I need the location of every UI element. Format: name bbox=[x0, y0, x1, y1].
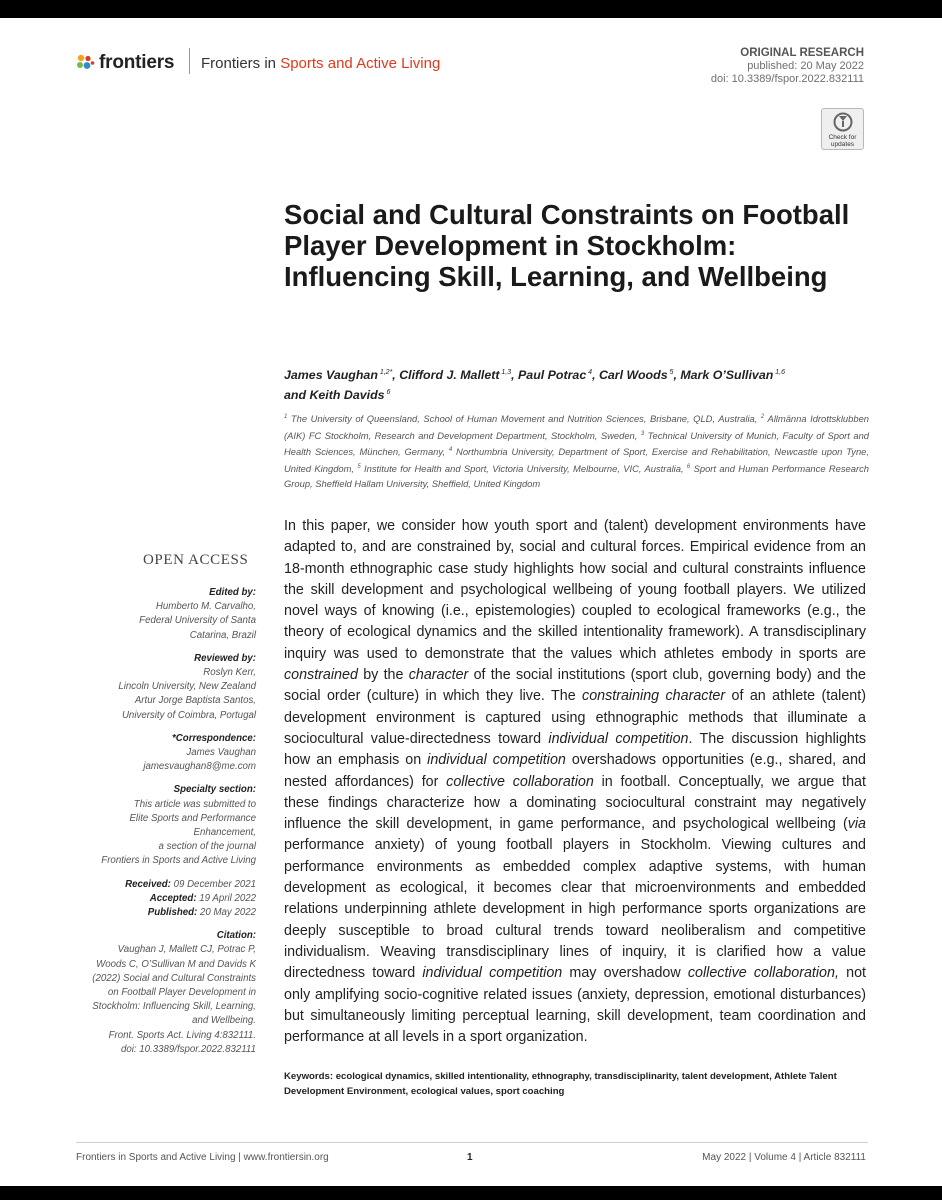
sidebar-line: University of Coimbra, Portugal bbox=[121, 709, 256, 721]
keywords: Keywords: ecological dynamics, skilled intentionality, ethnography, transdisciplinarity, talent development, Athlete Talent Development Environment, ecological values, sport coaching bbox=[284, 1071, 837, 1097]
article-title: Social and Cultural Constraints on Football Player Development in Stockholm: Influencing Skill, Learning, and Wellbeing bbox=[284, 199, 850, 292]
check-updates-line1: Check for bbox=[828, 134, 857, 141]
check-updates-label bbox=[822, 134, 863, 148]
reviewed-by-list bbox=[56, 666, 256, 723]
sidebar-line: This article was submitted to bbox=[133, 798, 256, 810]
article-doi: doi: 10.3389/fspor.2022.832111 bbox=[710, 73, 864, 85]
author-name[interactable]: Mark O’Sullivan bbox=[680, 368, 774, 383]
article-info-sidebar bbox=[56, 586, 256, 1057]
affiliation-text: Allmänna Idrottsklubben (AIK) FC Stockholm, Research and Development Department, Stockholm, Sweden, bbox=[284, 413, 869, 441]
journal-accent: Sports and Active Living bbox=[280, 55, 441, 72]
specialty-heading: Specialty section: bbox=[173, 784, 256, 796]
abstract-text: by the bbox=[357, 667, 409, 684]
sidebar-line: Stockholm: Influencing Skill, Learning, bbox=[92, 1001, 256, 1013]
abstract-text: . The discussion highlights how an emphasis on bbox=[284, 730, 866, 769]
published-date: published: 20 May 2022 bbox=[747, 60, 864, 72]
edited-by-list bbox=[56, 600, 256, 643]
sidebar-line: Roslyn Kerr, bbox=[203, 667, 256, 679]
citation-heading: Citation: bbox=[216, 930, 256, 942]
affiliation-text: Institute for Health and Sport, Victoria University, Melbourne, VIC, Australia, bbox=[360, 463, 687, 475]
abstract-emphasis: individual competition bbox=[422, 965, 563, 982]
abstract-emphasis: constraining character bbox=[582, 688, 726, 705]
header-separator bbox=[189, 48, 190, 74]
published-sidebar-date bbox=[56, 906, 256, 920]
affiliation-text: Northumbria University, Department of Sport, Exercise and Rehabilitation, Newcastle upon Tyne, United Kingdom, bbox=[284, 446, 869, 475]
author-affiliation-ref: 6 bbox=[384, 389, 391, 397]
affiliation-number: 6 bbox=[686, 464, 691, 471]
check-updates-line2: updates bbox=[830, 141, 855, 148]
sidebar-line: Artur Jorge Baptista Santos, bbox=[134, 695, 256, 707]
sidebar-line: Catarina, Brazil bbox=[189, 629, 256, 641]
sidebar-line: Federal University of Santa bbox=[139, 615, 256, 627]
frontiers-logo[interactable] bbox=[75, 52, 174, 74]
journal-name[interactable] bbox=[201, 55, 440, 72]
abstract-text: not only amplifying socio-cognitive related issues (anxiety, depression, emotional disturbances) but simultaneously limiting perceptual learning, skill development, team coordination and performance at all levels in a sport organization. bbox=[284, 965, 866, 1046]
received-label: Received: bbox=[125, 878, 171, 890]
accepted-date bbox=[56, 892, 256, 906]
sidebar-line: Front. Sports Act. Living 4:832111. bbox=[108, 1029, 256, 1041]
sidebar-line: and Wellbeing. bbox=[192, 1015, 256, 1027]
citation-list bbox=[56, 943, 256, 1057]
abstract-text: in football. Conceptually, we argue that these findings characterize how a dominating sociocultural constraint may negatively influence the skill development, in game performance, and psychological wellbeing ( bbox=[284, 773, 866, 833]
author-name[interactable]: and Keith Davids bbox=[284, 388, 385, 403]
affiliation-number: 2 bbox=[760, 414, 765, 420]
received-date bbox=[56, 878, 256, 892]
abstract-text: of an athlete (talent) development environment is captured using ethnographic methods that illuminate a sociocultural value-directedness toward bbox=[284, 688, 866, 747]
edited-by-heading: Edited by: bbox=[209, 587, 256, 598]
sidebar-line: Enhancement, bbox=[193, 827, 256, 839]
affiliation-text: Technical University of Munich, Faculty of Sport and Health Sciences, München, Germany, bbox=[284, 429, 870, 458]
footer-volume-info: May 2022 | Volume 4 | Article 832111 bbox=[702, 1152, 866, 1163]
sidebar-line: jamesvaughan8@me.com bbox=[143, 761, 256, 773]
affiliation-number: 3 bbox=[640, 430, 645, 437]
article-meta-block bbox=[711, 47, 864, 86]
received-value: 09 December 2021 bbox=[170, 878, 256, 890]
sidebar-line: (2022) Social and Cultural Constraints bbox=[92, 972, 256, 984]
logo-text: frontiers bbox=[99, 52, 175, 73]
specialty-list bbox=[56, 798, 256, 869]
reviewed-by-heading: Reviewed by: bbox=[194, 652, 256, 664]
author-list: James Vaughan $^{1,2*}$, Clifford J. Mallett $^{1,3}$, Paul Potrac $^4$, Carl Woods $^5$, Mark O’Sullivan $^{1,6}$ and Keith Davids $^6$ bbox=[284, 368, 785, 403]
bottom-black-bar bbox=[0, 1186, 942, 1200]
author-affiliation-ref: 1,3 bbox=[499, 369, 512, 376]
frontiers-logo-icon bbox=[75, 53, 95, 73]
correspondence-list[interactable] bbox=[56, 746, 256, 774]
author-affiliation-ref: 5 bbox=[667, 369, 674, 376]
footer-rule bbox=[76, 1142, 868, 1143]
affiliations bbox=[284, 410, 869, 491]
sidebar-line: James Vaughan bbox=[186, 747, 256, 759]
abstract-emphasis: collective collaboration bbox=[446, 773, 594, 790]
author-name[interactable]: James Vaughan bbox=[284, 368, 378, 383]
sidebar-line: on Football Player Development in bbox=[107, 987, 256, 999]
sidebar-line: a section of the journal bbox=[158, 841, 256, 853]
top-black-bar bbox=[0, 0, 942, 18]
sidebar-line: Elite Sports and Performance bbox=[129, 812, 256, 824]
author-name[interactable]: Paul Potrac bbox=[518, 368, 587, 383]
sidebar-line: Vaughan J, Mallett CJ, Potrac P, bbox=[117, 944, 256, 956]
sidebar-line: Humberto M. Carvalho, bbox=[155, 601, 256, 613]
page-number: 1 bbox=[467, 1152, 473, 1163]
author-affiliation-ref: 1,6 bbox=[773, 369, 785, 376]
accepted-label: Accepted: bbox=[149, 892, 197, 904]
abstract-emphasis: constrained bbox=[284, 667, 358, 684]
check-updates-icon bbox=[833, 112, 853, 132]
abstract-text: In this paper, we consider how youth sport and (talent) development environments have adapted to, and are constrained by, social and cultural forces. Empirical evidence from an 18-month ethnographic case study highlights how social and cultural constraints influence the skill development and psychological wellbeing of young football players. We utilized novel ways of knowing (i.e., epistemologies) coupled to ecological frameworks (e.g., the theory of ecological dynamics and the skilled intentionality framework). A transdisciplinary inquiry was used to demonstrate that the values which athletes embody in sports are bbox=[284, 518, 866, 662]
accepted-value: 19 April 2022 bbox=[196, 892, 256, 904]
footer-journal-link[interactable]: Frontiers in Sports and Active Living | www.frontiersin.org bbox=[76, 1152, 329, 1163]
sidebar-line: doi: 10.3389/fspor.2022.832111 bbox=[120, 1043, 256, 1055]
affiliation-text: The University of Queensland, School of Human Movement and Nutrition Sciences, Brisbane, QLD, Australia, bbox=[287, 413, 761, 425]
sidebar-line: Lincoln University, New Zealand bbox=[118, 681, 256, 693]
abstract-emphasis: collective collaboration, bbox=[687, 965, 839, 982]
abstract-text: overshadows opportunities (e.g., shared, and nested affordances) for bbox=[284, 752, 866, 790]
author-affiliation-ref: 4 bbox=[586, 369, 593, 376]
abstract bbox=[284, 516, 866, 1048]
published-value: 20 May 2022 bbox=[197, 907, 256, 919]
journal-prefix: Frontiers in bbox=[201, 55, 281, 72]
author-affiliation-ref: 1,2* bbox=[377, 369, 393, 376]
correspondence-heading: *Correspondence: bbox=[172, 732, 256, 744]
affiliation-number: 1 bbox=[284, 414, 288, 420]
abstract-text: may overshadow bbox=[562, 965, 688, 982]
article-type: ORIGINAL RESEARCH bbox=[740, 47, 864, 59]
sidebar-line: Woods C, O’Sullivan M and Davids K bbox=[96, 958, 256, 970]
abstract-emphasis: individual competition bbox=[427, 752, 566, 769]
check-for-updates-button[interactable] bbox=[821, 108, 864, 150]
open-access-label: OPEN ACCESS bbox=[143, 552, 249, 568]
affiliation-number: 5 bbox=[357, 464, 361, 471]
abstract-text: of the social institutions (sport club, governing body) and the social order (culture) in which they live. The bbox=[284, 667, 866, 705]
abstract-text: performance anxiety) of young football players in Stockholm. Viewing cultures and performance environments as embedded complex adaptive systems, with human development as ecological, it becomes clear that microenvironments and embedded relations underpinning athlete development in high performance sports organizations are deeply susceptible to broad cultural trends toward neoliberalism and competitive individualism. Weaving transdisciplinary lines of inquiry, it is clarified how a value directedness toward bbox=[284, 837, 866, 982]
author-name[interactable]: Clifford J. Mallett bbox=[399, 368, 500, 383]
published-label: Published: bbox=[147, 907, 198, 919]
author-name[interactable]: Carl Woods bbox=[598, 368, 668, 383]
affiliation-number: 4 bbox=[448, 447, 453, 454]
sidebar-line: Frontiers in Sports and Active Living bbox=[101, 855, 256, 867]
abstract-emphasis: character bbox=[408, 667, 469, 684]
abstract-emphasis: via bbox=[847, 816, 866, 833]
affiliation-text: Sport and Human Performance Research Group, Sheffield Hallam University, Sheffield, United Kingdom bbox=[284, 463, 869, 489]
abstract-emphasis: individual competition bbox=[548, 730, 689, 747]
